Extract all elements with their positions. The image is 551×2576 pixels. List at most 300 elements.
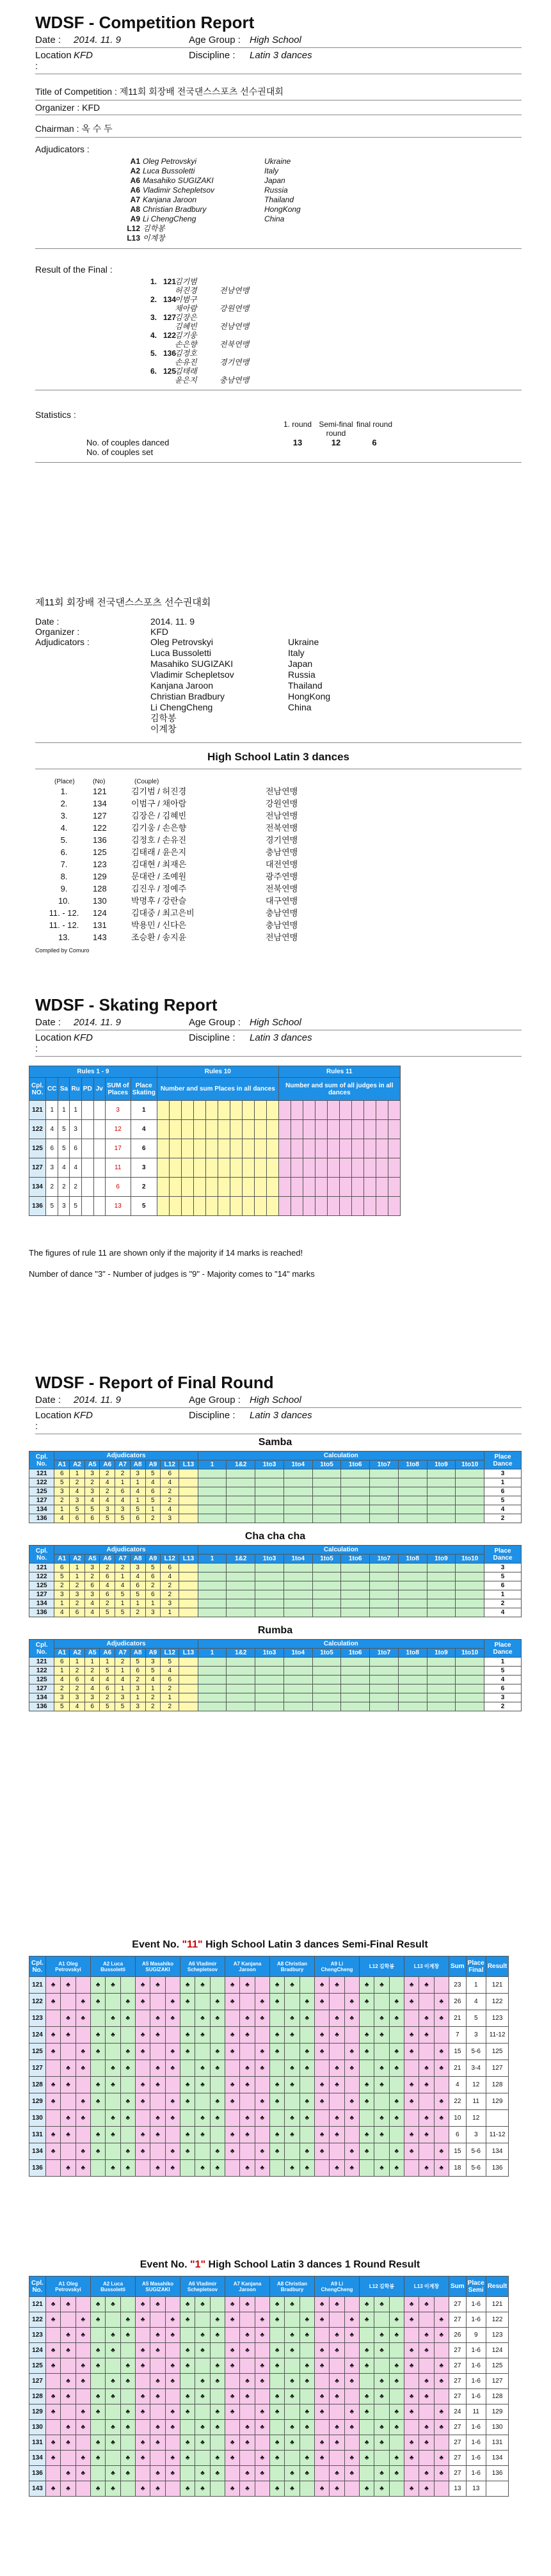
sum: 18 (449, 2160, 467, 2177)
mark-cell (225, 2420, 240, 2435)
mark-cell: ♣ (344, 2044, 359, 2060)
cc: 5 (46, 1197, 58, 1216)
semi-event-no: "11" (182, 1939, 203, 1950)
mark: 1 (145, 1599, 161, 1608)
mark-cell: ♣ (106, 2077, 120, 2093)
mark-cell: ♣ (106, 2374, 120, 2389)
calc-cell (427, 1658, 456, 1667)
rule10-cell (205, 1101, 218, 1120)
mark: 5 (115, 1608, 131, 1617)
mark-cell: ♣ (210, 2093, 225, 2110)
summary-place: 10. (58, 896, 70, 906)
mark-cell (106, 1994, 120, 2010)
agegroup-label: Age Group : (189, 1395, 241, 1405)
cpl-no: 134 (29, 1693, 54, 1702)
mark-cell: ♣ (120, 2466, 135, 2481)
judge-head: A6 Vladimir Schepletsov (180, 1956, 225, 1977)
calc-cell (398, 1572, 427, 1581)
calc-cell (427, 1581, 456, 1590)
round-row (29, 1994, 509, 2010)
calc-cell (456, 1684, 484, 1693)
summary-heading: High School Latin 3 dances (207, 751, 349, 763)
mark-cell: ♣ (330, 2374, 344, 2389)
mark-cell: ♣ (360, 1977, 374, 1994)
adj-code: A6 (100, 1649, 115, 1658)
summary-place: 9. (60, 884, 68, 893)
mark: 6 (84, 1702, 100, 1711)
calc-cell (312, 1684, 341, 1693)
adjudicator-row (125, 166, 522, 176)
mark: 2 (130, 1608, 145, 1617)
calc-col: 1to7 (370, 1649, 399, 1658)
calc-cell (198, 1478, 227, 1487)
mark: 2 (161, 1581, 179, 1590)
ru: 4 (70, 1158, 81, 1178)
mark-cell: ♣ (165, 2358, 180, 2374)
judge-head: L12 김학봉 (360, 1956, 404, 1977)
mark-cell (360, 2420, 374, 2435)
calc-col: 1to7 (370, 1555, 399, 1564)
sum: 7 (449, 2027, 467, 2044)
jv (93, 1139, 105, 1158)
rule10-cell (205, 1120, 218, 1139)
cpl-no: 130 (29, 2420, 46, 2435)
calc-col: 1to3 (255, 1460, 284, 1469)
adjudicator-row (125, 186, 522, 195)
rule10-cell (181, 1139, 193, 1158)
mark: 2 (100, 1564, 115, 1572)
mark-cell (255, 2389, 269, 2404)
mark: 1 (115, 1478, 131, 1487)
mark-cell: ♣ (419, 2420, 434, 2435)
rule11-cell (327, 1158, 339, 1178)
mark-cell: ♣ (61, 2160, 76, 2177)
mark-cell: ♣ (374, 2481, 389, 2497)
mark-cell: ♣ (46, 2127, 61, 2143)
mark-cell: ♣ (91, 1994, 106, 2010)
sum: 10 (449, 2110, 467, 2127)
mark: 5 (100, 1667, 115, 1676)
mark: 2 (115, 1469, 131, 1478)
skating-location-row (35, 1030, 522, 1057)
calc-cell (398, 1658, 427, 1667)
place: 1-6 (466, 2312, 486, 2328)
mark-cell: ♣ (315, 1994, 330, 2010)
semi-title-post: High School Latin 3 dances Semi-Final Result (205, 1939, 428, 1950)
calc-col: 1to9 (427, 1555, 456, 1564)
cpl-no: 134 (29, 1178, 46, 1197)
rule11-cell (315, 1101, 327, 1120)
mark-cell: ♣ (270, 2044, 285, 2060)
calc-cell (341, 1693, 370, 1702)
mark: 4 (100, 1581, 115, 1590)
mark-cell: ♣ (195, 2060, 210, 2077)
mark-cell: ♣ (255, 2312, 269, 2328)
rule10-cell (254, 1197, 266, 1216)
mark-cell (210, 2297, 225, 2312)
mark-cell: ♣ (225, 2044, 240, 2060)
mark-cell: ♣ (225, 1977, 240, 1994)
mark-cell: ♣ (46, 2044, 61, 2060)
mark-cell (404, 2420, 419, 2435)
result: 127 (486, 2060, 509, 2077)
h-cpl: Cpl. No. (29, 1546, 54, 1564)
adj-country: Russia (264, 186, 288, 195)
calc-cell (427, 1487, 456, 1496)
round-row (29, 2093, 509, 2110)
mark-cell: ♣ (330, 2466, 344, 2481)
mark-cell (240, 2358, 255, 2374)
round-1 (29, 2259, 531, 2497)
mark: 1 (54, 1505, 70, 1514)
mark-cell: ♣ (46, 1977, 61, 1994)
calc-cell (370, 1684, 399, 1693)
mark: 6 (145, 1590, 161, 1599)
final-row (150, 313, 522, 322)
mark-cell: ♣ (106, 2127, 120, 2143)
mark: 2 (115, 1564, 131, 1572)
mark-cell: ♣ (150, 2160, 165, 2177)
summary-adj-name: 김학봉 (150, 713, 177, 723)
mark-cell: ♣ (285, 2160, 299, 2177)
mark-cell: ♣ (315, 2343, 330, 2358)
calc-cell (198, 1505, 227, 1514)
calc-cell (370, 1581, 399, 1590)
mark-cell: ♣ (150, 2343, 165, 2358)
summary-couple: 문대란 / 조예원 (131, 872, 187, 881)
mark-cell: ♣ (285, 2481, 299, 2497)
mark-cell (165, 1977, 180, 1994)
mark-cell: ♣ (136, 2451, 150, 2466)
mark-cell: ♣ (285, 2127, 299, 2143)
calc-cell (370, 1693, 399, 1702)
place: 5-6 (466, 2044, 486, 2060)
mark-cell (120, 2389, 135, 2404)
mark-cell: ♣ (434, 2328, 449, 2343)
summary-rows (35, 785, 522, 943)
mark-cell: ♣ (136, 2093, 150, 2110)
summary-adj-name: Luca Bussoletti (150, 648, 211, 658)
rule11-cell (388, 1101, 400, 1120)
mark-cell: ♣ (270, 2435, 285, 2451)
semi-title-pre: Event No. (132, 1939, 180, 1950)
mark-cell: ♣ (180, 2389, 195, 2404)
rule10-cell (242, 1120, 254, 1139)
mark: 4 (70, 1487, 85, 1496)
mark: 2 (100, 1693, 115, 1702)
mark-cell (150, 2358, 165, 2374)
place: 5 (484, 1667, 522, 1676)
mark: 6 (84, 1514, 100, 1523)
location-value: KFD (74, 1410, 93, 1421)
summary-couple: 김정호 / 손유진 (131, 835, 187, 845)
mark-cell (195, 2093, 210, 2110)
summary-no: 125 (93, 847, 107, 857)
dance-subheader (29, 1649, 522, 1658)
calc-cell (255, 1487, 284, 1496)
rule10-cell (218, 1178, 230, 1197)
calc-col: 1to4 (283, 1649, 312, 1658)
mark: 5 (130, 1658, 145, 1667)
semi-final (29, 1939, 531, 2177)
mark-cell: ♣ (165, 2060, 180, 2077)
mark-cell (360, 2160, 374, 2177)
dance-row (29, 1684, 522, 1693)
mark-cell: ♣ (46, 2093, 61, 2110)
mark-cell: ♣ (434, 2312, 449, 2328)
calc-cell (255, 1514, 284, 1523)
mark: 6 (70, 1608, 85, 1617)
summary-no: 123 (93, 860, 107, 869)
calc-cell (255, 1702, 284, 1711)
summary-couple: 김진우 / 정예주 (131, 884, 187, 893)
rule10-cell (254, 1101, 266, 1120)
mark-cell: ♣ (374, 2077, 389, 2093)
calc-cell (227, 1581, 255, 1590)
mark-cell: ♣ (195, 2027, 210, 2044)
round-row (29, 2404, 509, 2420)
mark-cell: ♣ (240, 2374, 255, 2389)
mark-cell (165, 2481, 180, 2497)
mark: 2 (115, 1658, 131, 1667)
calc-col: 1to4 (283, 1555, 312, 1564)
mark-cell (389, 2435, 404, 2451)
rule10-cell (218, 1197, 230, 1216)
mark: 4 (161, 1505, 179, 1514)
place: 1-6 (466, 2374, 486, 2389)
mark-cell (419, 2358, 434, 2374)
summary-adj-row (150, 680, 330, 691)
summary-couple: 김대중 / 최고은비 (131, 908, 195, 918)
mark (179, 1496, 198, 1505)
skating-row (29, 1101, 401, 1120)
mark: 2 (70, 1478, 85, 1487)
result: 11-12 (486, 2127, 509, 2143)
mark-cell: ♣ (434, 2044, 449, 2060)
calc-cell (456, 1514, 484, 1523)
mark-cell: ♣ (136, 2044, 150, 2060)
adj-name: Oleg Petrovskyi (143, 157, 197, 166)
mark-cell (419, 1994, 434, 2010)
mark: 4 (84, 1496, 100, 1505)
mark-cell (106, 2451, 120, 2466)
mark: 1 (54, 1599, 70, 1608)
calc-col: 1to5 (312, 1460, 341, 1469)
cpl-no: 122 (29, 1994, 46, 2010)
calc-cell (198, 1608, 227, 1617)
summary-row (35, 858, 522, 870)
mark: 4 (84, 1608, 100, 1617)
final-round-title: WDSF - Report of Final Round (35, 1373, 274, 1392)
mark-cell: ♣ (434, 2160, 449, 2177)
mark-cell: ♣ (255, 2451, 269, 2466)
mark: 6 (130, 1514, 145, 1523)
round-row (29, 2044, 509, 2060)
mark-cell (404, 2328, 419, 2343)
ru: 3 (70, 1120, 81, 1139)
mark-cell (299, 2481, 314, 2497)
mark: 2 (161, 1684, 179, 1693)
mark-cell (389, 2389, 404, 2404)
location-label: Location : (35, 50, 72, 72)
mark-cell: ♣ (360, 2044, 374, 2060)
adjudicators-list (125, 157, 522, 243)
sum: 6 (105, 1178, 131, 1197)
mark-cell: ♣ (434, 2143, 449, 2160)
mark: 3 (84, 1564, 100, 1572)
calc-cell (198, 1658, 227, 1667)
stats-row1-label: No. of couples danced (86, 438, 170, 447)
round1-title-post: High School Latin 3 dances 1 Round Result (208, 2259, 420, 2270)
mark-cell: ♣ (389, 2374, 404, 2389)
mark-cell: ♣ (136, 2077, 150, 2093)
rule11-cell (327, 1178, 339, 1197)
adj-name: Kanjana Jaroon (143, 195, 197, 204)
sum: 24 (449, 2404, 467, 2420)
mark-cell: ♣ (285, 2027, 299, 2044)
rule10-cell (254, 1178, 266, 1197)
summary-no: 143 (93, 932, 107, 942)
mark-cell: ♣ (150, 2060, 165, 2077)
mark: 6 (54, 1658, 70, 1667)
mark: 2 (70, 1684, 85, 1693)
summary-adj-name: Christian Bradbury (150, 691, 225, 701)
calc-cell (370, 1702, 399, 1711)
mark-cell: ♣ (270, 2077, 285, 2093)
calc-cell (255, 1581, 284, 1590)
sum: 13 (105, 1197, 131, 1216)
h-r11sub: Number and sum of all judges in all dances (278, 1078, 400, 1101)
mark: 2 (145, 1514, 161, 1523)
mark-cell: ♣ (389, 2404, 404, 2420)
adj-name: Christian Bradbury (143, 205, 207, 214)
summary-couple: 김기범 / 허진경 (131, 787, 187, 796)
mark-cell (46, 2160, 61, 2177)
cpl-no: 125 (29, 2358, 46, 2374)
summary-adj-row (150, 702, 330, 713)
result: 123 (486, 2328, 509, 2343)
mark-cell: ♣ (180, 2343, 195, 2358)
mark: 4 (84, 1676, 100, 1684)
mark-cell: ♣ (404, 2435, 419, 2451)
summary-couple: 박명후 / 강란슬 (131, 896, 187, 906)
mark-cell: ♣ (61, 2297, 76, 2312)
summary-adj-name: Vladimir Schepletsov (150, 669, 234, 680)
mark-cell (315, 2160, 330, 2177)
rule10-cell (169, 1178, 181, 1197)
mark-cell: ♣ (91, 2481, 106, 2497)
mark-cell: ♣ (225, 2077, 240, 2093)
place: 12 (466, 2110, 486, 2127)
mark: 1 (130, 1693, 145, 1702)
h-dance: Ru (70, 1078, 81, 1101)
mark-cell (240, 2312, 255, 2328)
statistics-label: Statistics : (35, 410, 76, 420)
final-place: 2. (150, 295, 157, 304)
mark-cell (150, 2044, 165, 2060)
organizer-label: Organizer : (35, 102, 80, 113)
final-club: 경기연맹 (220, 358, 250, 367)
mark-cell: ♣ (120, 2312, 135, 2328)
calc-cell (198, 1684, 227, 1693)
rule10-cell (242, 1197, 254, 1216)
mark: 3 (115, 1505, 131, 1514)
mark-cell: ♣ (225, 2389, 240, 2404)
place: 4 (484, 1505, 522, 1514)
mark-cell: ♣ (389, 2143, 404, 2160)
mark-cell (315, 2110, 330, 2127)
mark-cell (150, 2312, 165, 2328)
calc-cell (283, 1658, 312, 1667)
summary-row (35, 785, 522, 797)
mark-cell (225, 2374, 240, 2389)
calc-cell (341, 1581, 370, 1590)
mark-cell: ♣ (389, 2044, 404, 2060)
result: 136 (486, 2160, 509, 2177)
mark-cell (136, 2466, 150, 2481)
mark-cell (46, 2374, 61, 2389)
mark-cell: ♣ (46, 2404, 61, 2420)
compiled-by: Compiled by Comuro (35, 947, 90, 954)
final-no: 127 (163, 313, 177, 322)
place: 1-6 (466, 2466, 486, 2481)
place: 5-6 (466, 2143, 486, 2160)
place: 1-6 (466, 2389, 486, 2404)
dance-block (29, 1625, 522, 1711)
mark: 4 (161, 1572, 179, 1581)
adj-name: Masahiko SUGIZAKI (143, 176, 214, 185)
agegroup-value: High School (250, 1017, 301, 1028)
calc-cell (227, 1608, 255, 1617)
round-row (29, 2343, 509, 2358)
final-label: Result of the Final : (35, 264, 113, 275)
calc-cell (456, 1608, 484, 1617)
adj-country: Italy (264, 166, 279, 175)
calc-cell (312, 1564, 341, 1572)
mark: 5 (54, 1572, 70, 1581)
round-row (29, 2389, 509, 2404)
calc-cell (398, 1487, 427, 1496)
mark-cell: ♣ (255, 2404, 269, 2420)
calc-cell (370, 1667, 399, 1676)
mark-cell (374, 1994, 389, 2010)
calc-cell (255, 1599, 284, 1608)
round-row (29, 2328, 509, 2343)
mark-cell: ♣ (404, 2027, 419, 2044)
cpl-no: 134 (29, 1599, 54, 1608)
summary-place: 4. (60, 823, 68, 833)
mark-cell (136, 2010, 150, 2027)
sa: 3 (58, 1197, 70, 1216)
adjudicators-label: Adjudicators : (35, 144, 90, 154)
calc-cell (283, 1590, 312, 1599)
mark: 1 (161, 1693, 179, 1702)
rule10-cell (157, 1120, 169, 1139)
mark-cell (344, 2027, 359, 2044)
place: 6 (484, 1487, 522, 1496)
result: 130 (486, 2420, 509, 2435)
cpl-no: 124 (29, 2343, 46, 2358)
mark-cell (389, 2297, 404, 2312)
mark-cell: ♣ (404, 2077, 419, 2093)
pd (81, 1139, 93, 1158)
mark (179, 1684, 198, 1693)
calc-cell (456, 1667, 484, 1676)
mark (179, 1572, 198, 1581)
mark: 4 (100, 1496, 115, 1505)
calc-cell (227, 1487, 255, 1496)
place: 11 (466, 2404, 486, 2420)
